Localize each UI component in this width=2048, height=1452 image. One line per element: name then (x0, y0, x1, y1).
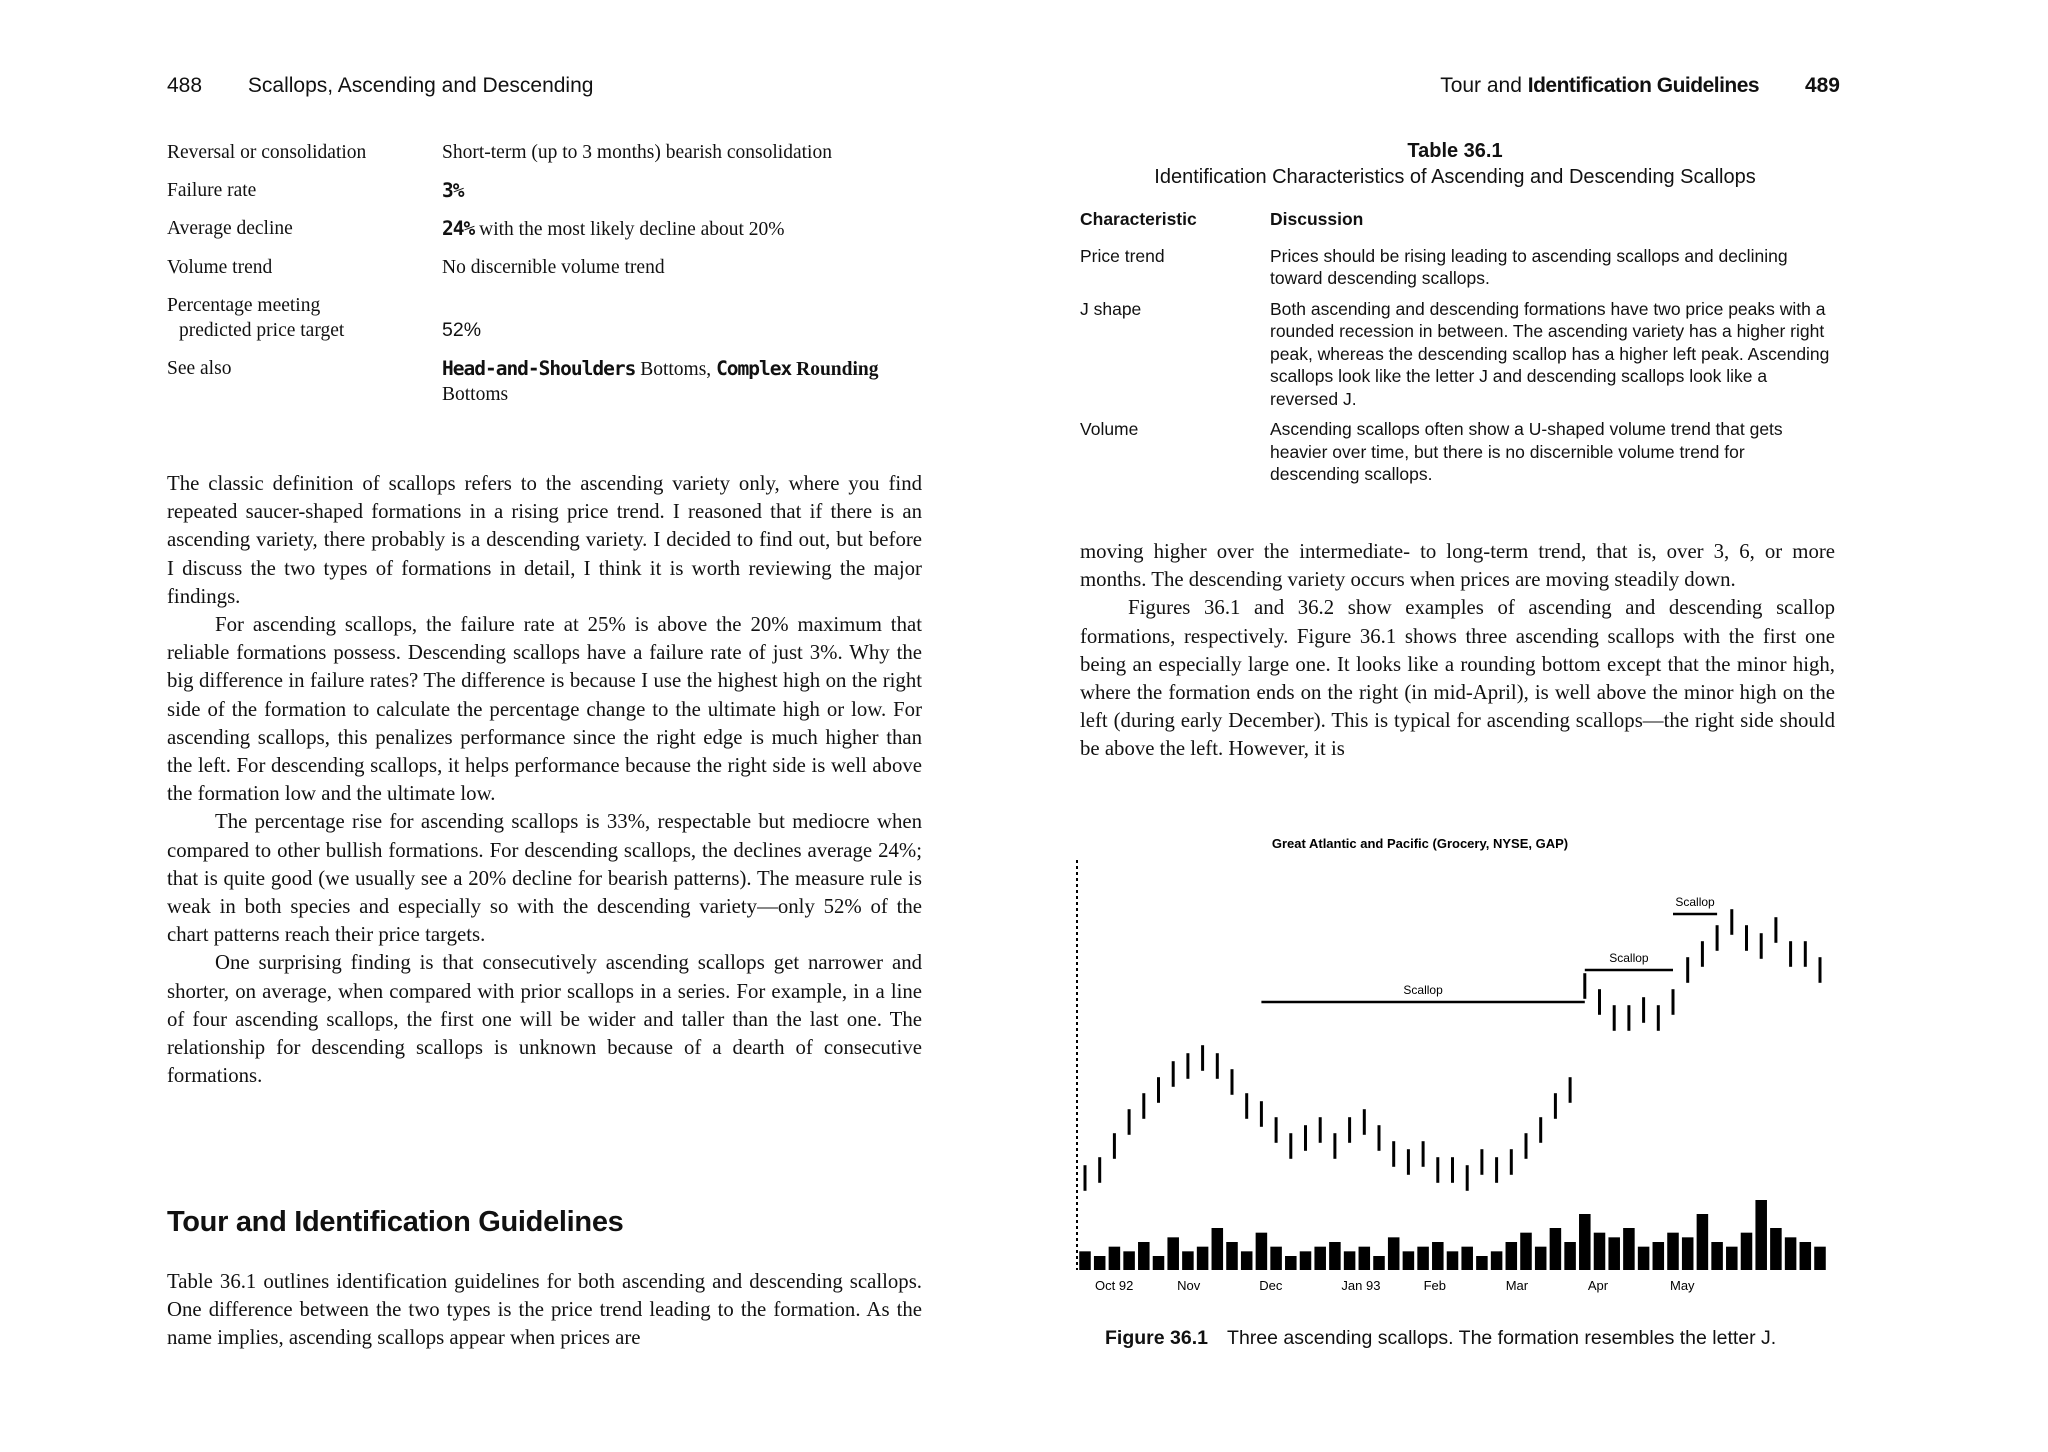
volume-bar (1300, 1251, 1312, 1270)
summary-row (167, 140, 927, 165)
left-section-text (167, 1268, 922, 1353)
x-tick-label: Feb (1423, 1278, 1446, 1293)
x-axis-ticks (1095, 1278, 1695, 1293)
volume-bar (1520, 1233, 1532, 1270)
x-tick-label: Jan 93 (1341, 1278, 1381, 1293)
summary-value (442, 216, 927, 242)
table-cell: Prices should be rising leading to ascending scallops and declining toward descending scallops. (1270, 245, 1788, 288)
summary-key: See also (167, 358, 232, 379)
left-running-title: Scallops, Ascending and Descending (247, 74, 594, 97)
summary-row (167, 178, 927, 203)
volume-bar (1653, 1242, 1665, 1270)
see-also-link-2: Complex (716, 357, 792, 380)
volume-bar (1256, 1233, 1268, 1270)
volume-bar (1138, 1242, 1150, 1270)
summary-table (167, 140, 927, 420)
volume-bar (1711, 1242, 1723, 1270)
volume-bar (1226, 1242, 1238, 1270)
paragraph: Figures 36.1 and 36.2 show examples of ascending and descending scallop formations, respectively. Figure 36.1 shows three ascending scallops with the first one being an especially large one. It looks like a rounding bottom except that the minor high, where the formation ends on the right (in mid-April), is well above the minor high on the left (during early December). This is typical for ascending scallops—the right side should be above the left. However, it is (1080, 596, 1835, 761)
formation-markers (1261, 895, 1717, 1002)
volume-bar (1153, 1256, 1165, 1270)
figure-caption-text: Three ascending scallops. The formation resembles the letter J. (1227, 1327, 1777, 1349)
summary-row (167, 255, 927, 280)
table-cell: Ascending scallops often show a U-shaped volume trend that gets heavier over time, but there is no discernible volume trend for descending scallops. (1270, 419, 1783, 484)
x-tick-label: Dec (1259, 1278, 1283, 1293)
volume-bar (1682, 1237, 1694, 1270)
table-title: Table 36.1 (1407, 140, 1503, 162)
x-tick-label: Oct 92 (1095, 1278, 1134, 1293)
volume-bar (1329, 1242, 1341, 1270)
paragraph: For ascending scallops, the failure rate at 25% is above the 20% maximum that reliable formations possess. Descending scallops have a failure rate of just 3%. Why the big difference in failure rates? The difference is because I use the highest high on the right side of the formation to calculate the percentage change to the ultimate high or low. For ascending scallops, this penalizes performance since the right edge is much higher than the left. For descending scallops, it helps performance because the right side is well above the formation low and the ultimate low. (167, 613, 922, 806)
volume-bar (1432, 1242, 1444, 1270)
volume-bar (1755, 1200, 1767, 1270)
volume-bar (1667, 1233, 1679, 1270)
table-header-cell: Discussion (1270, 209, 1364, 229)
volume-series (1079, 1200, 1826, 1270)
summary-row (167, 216, 927, 242)
table-cell: Both ascending and descending formations have two price peaks with a rounded recession in between. The ascending variety has a higher right peak, whereas the descending scallop has a higher left peak. Ascending scallops look like the letter J and descending scallops look like a reversed J. (1270, 298, 1830, 409)
volume-bar (1123, 1251, 1135, 1270)
summary-value: Short-term (up to 3 months) bearish consolidation (442, 142, 832, 163)
x-tick-label: Apr (1587, 1278, 1609, 1293)
volume-bar (1550, 1228, 1562, 1270)
volume-bar (1476, 1256, 1488, 1270)
price-series (1085, 909, 1820, 1191)
summary-value: No discernible volume trend (442, 257, 665, 278)
right-page-number: 489 (1804, 74, 1840, 97)
volume-bar (1594, 1233, 1606, 1270)
volume-bar (1241, 1251, 1253, 1270)
volume-bar (1579, 1214, 1591, 1270)
summary-value-rest: with the most likely decline about 20% (474, 219, 785, 240)
table-row (1080, 418, 1830, 486)
section-heading: Tour and Identification Guidelines (167, 1206, 624, 1238)
scallop-label: Scallop (1403, 983, 1443, 997)
scallop-label: Scallop (1609, 951, 1649, 965)
summary-key: Failure rate (167, 180, 257, 201)
table-cell: J shape (1080, 298, 1142, 319)
right-running-title-plain: Tour and (1440, 74, 1528, 97)
paragraph: The classic definition of scallops refers to the ascending variety only, where you find repeated saucer-shaped formations in a rising price trend. I reasoned that if there is an ascending variety, there probably is a descending variety. I decided to find out, but before I discuss the two types of formations in detail, I think it is worth reviewing the major findings. (167, 472, 922, 608)
x-tick-label: Mar (1505, 1278, 1529, 1293)
right-body-text (1080, 538, 1835, 764)
volume-bar (1167, 1237, 1179, 1270)
volume-bar (1285, 1256, 1297, 1270)
summary-value-garbled: 24% (442, 217, 475, 240)
chart-title: Great Atlantic and Pacific (Grocery, NYSE, GAP) (1271, 836, 1569, 851)
summary-value: 52% (442, 319, 482, 341)
see-also-link-1: Head-and-Shoulders (442, 357, 636, 380)
summary-key: Average decline (167, 218, 293, 239)
volume-bar (1726, 1247, 1738, 1270)
summary-key: Volume trend (167, 257, 273, 278)
figure-label: Figure 36.1 (1105, 1327, 1208, 1349)
summary-key: Reversal or consolidation (167, 142, 367, 163)
table-cell: Volume (1080, 419, 1139, 439)
paragraph: One surprising finding is that consecutively ascending scallops get narrower and shorter, on average, when compared with prior scallops in a series. For example, in a line of four ascending scallops, the first one will be wider and taller than the last one. The relationship for descending scallops is unknown because of a dearth of consecutive formations. (167, 951, 922, 1088)
summary-key-line1: Percentage meeting (167, 295, 321, 316)
table-row (1080, 298, 1830, 411)
summary-key-line2: predicted price target (179, 320, 345, 341)
volume-bar (1182, 1251, 1194, 1270)
volume-bar (1094, 1256, 1106, 1270)
figure-caption (1105, 1327, 1776, 1350)
volume-bar (1770, 1228, 1782, 1270)
summary-value (442, 356, 927, 407)
paragraph: moving higher over the intermediate- to long-term trend, that is, over 3, 6, or more months. The descending variety occurs when prices are moving steadily down. (1080, 540, 1835, 592)
table-header-row (1080, 208, 1830, 231)
volume-bar (1109, 1247, 1121, 1270)
x-tick-label: May (1670, 1278, 1695, 1293)
volume-bar (1623, 1228, 1635, 1270)
scallop-label: Scallop (1675, 895, 1715, 909)
see-also-bold: Rounding (791, 359, 879, 380)
see-also-text: Bottoms, (635, 359, 717, 380)
right-running-head (1440, 74, 1840, 98)
summary-value: 3% (442, 179, 464, 202)
volume-bar (1212, 1228, 1224, 1270)
left-body-text (167, 470, 922, 1090)
table-row (1080, 245, 1830, 290)
volume-bar (1314, 1247, 1326, 1270)
volume-bar (1079, 1251, 1091, 1270)
volume-bar (1344, 1251, 1356, 1270)
volume-bar (1491, 1251, 1503, 1270)
volume-bar (1741, 1233, 1753, 1270)
table-header-cell: Characteristic (1080, 209, 1197, 229)
volume-bar (1638, 1247, 1650, 1270)
volume-bar (1359, 1247, 1371, 1270)
volume-bar (1608, 1237, 1620, 1270)
table-subtitle: Identification Characteristics of Ascending and Descending Scallops (1154, 166, 1756, 188)
x-tick-label: Nov (1177, 1278, 1201, 1293)
volume-bar (1403, 1251, 1415, 1270)
volume-bar (1447, 1251, 1459, 1270)
see-also-tail: Bottoms (442, 384, 509, 405)
summary-row (167, 356, 927, 407)
stock-chart (1070, 830, 1850, 1300)
summary-key (167, 293, 442, 343)
volume-bar (1506, 1242, 1518, 1270)
left-page-number: 488 (167, 74, 203, 97)
volume-bar (1197, 1247, 1209, 1270)
paragraph: Table 36.1 outlines identification guidelines for both ascending and descending scallops. One difference between the two types is the price trend leading to the formation. As the name implies, ascending scallops appear when prices are (167, 1270, 922, 1350)
left-running-head (167, 74, 593, 98)
volume-bar (1785, 1237, 1797, 1270)
volume-bar (1564, 1242, 1576, 1270)
volume-bar (1461, 1247, 1473, 1270)
summary-row (167, 293, 927, 343)
volume-bar (1800, 1242, 1812, 1270)
volume-bar (1388, 1237, 1400, 1270)
volume-bar (1270, 1247, 1282, 1270)
volume-bar (1814, 1247, 1826, 1270)
characteristics-table (1080, 208, 1830, 494)
volume-bar (1417, 1247, 1429, 1270)
volume-bar (1535, 1247, 1547, 1270)
table-caption (1080, 138, 1830, 190)
volume-bar (1373, 1256, 1385, 1270)
volume-bar (1697, 1214, 1709, 1270)
paragraph: The percentage rise for ascending scallops is 33%, respectable but mediocre when compared to other bullish formations. For descending scallops, the declines average 24%; that is quite good (we usually see a 20% decline for bearish patterns). The measure rule is weak in both species and especially so with the descending variety—only 52% of the chart patterns reach their price targets. (167, 810, 922, 947)
table-cell: Price trend (1080, 245, 1165, 266)
right-running-title-bold: Identification Guidelines (1527, 74, 1760, 97)
